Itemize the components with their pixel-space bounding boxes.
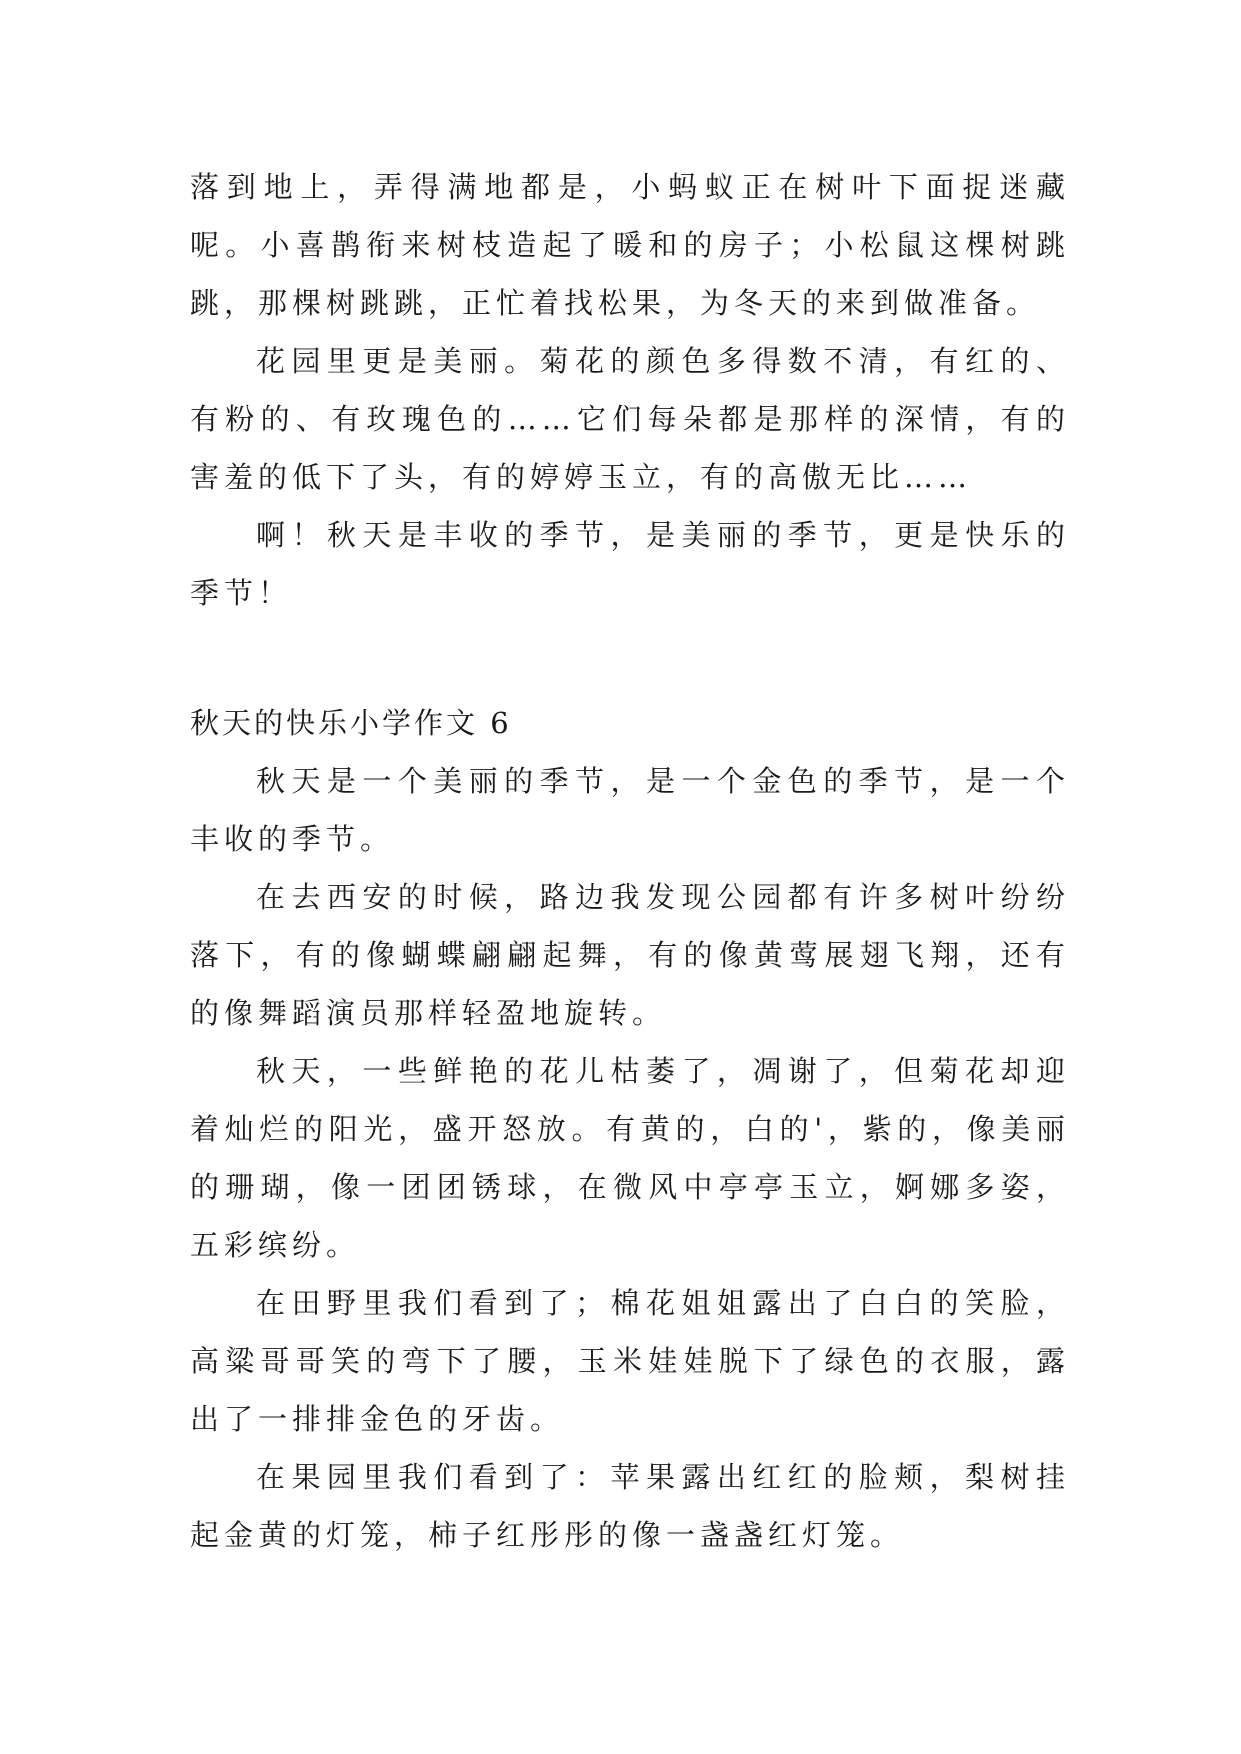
- paragraph: 花园里更是美丽。菊花的颜色多得数不清，有红的、有粉的、有玫瑰色的……它们每朵都是那样的深情，有的害羞的低下了头，有的婷婷玉立，有的高傲无比……: [190, 344, 1070, 494]
- essay-title: 秋天的快乐小学作文 6: [190, 706, 512, 740]
- paragraph-continued: 落到地上，弄得满地都是，小蚂蚁正在树叶下面捉迷藏呢。小喜鹊衔来树枝造起了暖和的房子；小松鼠这棵树跳跳，那棵树跳跳，正忙着找松果，为冬天的来到做准备。: [190, 170, 1070, 320]
- paragraph: 在去西安的时候，路边我发现公园都有许多树叶纷纷落下，有的像蝴蝶翩翩起舞，有的像黄莺展翅飞翔，还有的像舞蹈演员那样轻盈地旋转。: [190, 880, 1070, 1030]
- paragraph: 在田野里我们看到了；棉花姐姐露出了白白的笑脸，高粱哥哥笑的弯下了腰，玉米娃娃脱下了绿色的衣服，露出了一排排金色的牙齿。: [190, 1286, 1070, 1436]
- paragraph: 秋天，一些鲜艳的花儿枯萎了，凋谢了，但菊花却迎着灿烂的阳光，盛开怒放。有黄的，白的'，紫的，像美丽的珊瑚，像一团团锈球，在微风中亭亭玉立，婀娜多姿，五彩缤纷。: [190, 1054, 1070, 1262]
- paragraph: 啊！秋天是丰收的季节，是美丽的季节，更是快乐的季节！: [190, 518, 1070, 610]
- document-page: [190, 158, 1070, 1564]
- paragraph: 秋天是一个美丽的季节，是一个金色的季节，是一个丰收的季节。: [190, 764, 1070, 856]
- paragraph: 在果园里我们看到了：苹果露出红红的脸颊，梨树挂起金黄的灯笼，柿子红彤彤的像一盏盏红灯笼。: [190, 1460, 1070, 1552]
